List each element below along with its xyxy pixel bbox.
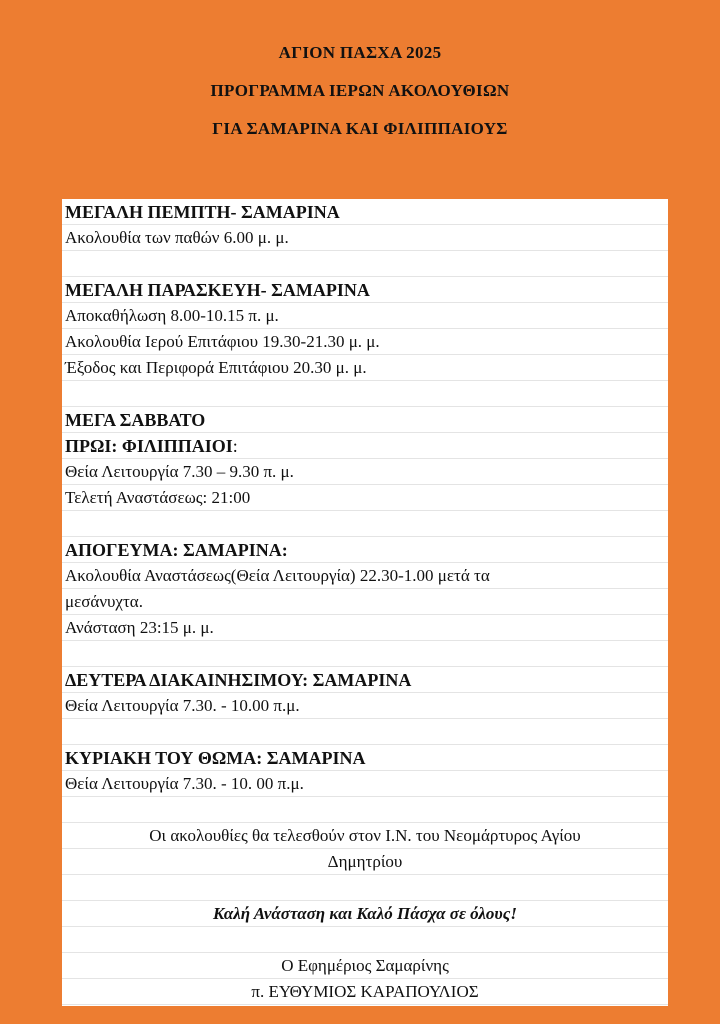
- spacer-row: [62, 927, 668, 953]
- spacer-row: [62, 511, 668, 537]
- morning-title: ΠΡΩΙ: ΦΙΛΙΠΠΑΙΟΙ: [65, 436, 233, 456]
- schedule-item: Ακολουθία Αναστάσεως(Θεία Λειτουργία) 22.30-1.00 μετά τα: [62, 563, 668, 589]
- subsection-title-morning: [62, 433, 668, 459]
- spacer-row: [62, 381, 668, 407]
- spacer-row: [62, 641, 668, 667]
- header-subtitle: ΠΡΟΓΡΑΜΜΑ ΙΕΡΩΝ ΑΚΟΛΟΥΘΙΩΝ: [210, 81, 510, 100]
- spacer-row: [62, 875, 668, 901]
- greeting: Καλή Ανάσταση και Καλό Πάσχα σε όλους!: [62, 901, 668, 927]
- section-title-friday: ΜΕΓΑΛΗ ΠΑΡΑΣΚΕΥΗ- ΣΑΜΑΡΙΝΑ: [62, 277, 668, 303]
- schedule-item: Θεία Λειτουργία 7.30. - 10.00 π.μ.: [62, 693, 668, 719]
- schedule-item: Ακολουθία Ιερού Επιτάφιου 19.30-21.30 μ. μ.: [62, 329, 668, 355]
- section-title-sunday: ΚΥΡΙΑΚΗ ΤΟΥ ΘΩΜΑ: ΣΑΜΑΡΙΝΑ: [62, 745, 668, 771]
- header: [0, 40, 720, 154]
- schedule-item: Θεία Λειτουργία 7.30 – 9.30 π. μ.: [62, 459, 668, 485]
- schedule-item: Έξοδος και Περιφορά Επιτάφιου 20.30 μ. μ.: [62, 355, 668, 381]
- schedule-item: Ανάσταση 23:15 μ. μ.: [62, 615, 668, 641]
- schedule-panel: [62, 199, 668, 1006]
- section-title-saturday: ΜΕΓΑ ΣΑΒΒΑΤΟ: [62, 407, 668, 433]
- section-title-thursday: ΜΕΓΑΛΗ ΠΕΜΠΤΗ- ΣΑΜΑΡΙΝΑ: [62, 199, 668, 225]
- header-subtitle-2: ΓΙΑ ΣΑΜΑΡΙΝΑ ΚΑΙ ΦΙΛΙΠΠΑΙΟΥΣ: [212, 119, 508, 138]
- header-title: ΑΓΙΟΝ ΠΑΣΧΑ 2025: [278, 43, 442, 62]
- note-line-continued: Δημητρίου: [62, 849, 668, 875]
- signature-name: π. ΕΥΘΥΜΙΟΣ ΚΑΡΑΠΟΥΛΙΟΣ: [62, 979, 668, 1005]
- spacer-row: [62, 251, 668, 277]
- morning-colon: :: [232, 436, 238, 456]
- schedule-item-continued: μεσάνυχτα.: [62, 589, 668, 615]
- subsection-title-evening: ΑΠΟΓΕΥΜΑ: ΣΑΜΑΡΙΝΑ:: [62, 537, 668, 563]
- schedule-item: Θεία Λειτουργία 7.30. - 10. 00 π.μ.: [62, 771, 668, 797]
- schedule-item: Τελετή Αναστάσεως: 21:00: [62, 485, 668, 511]
- note-line: Οι ακολουθίες θα τελεσθούν στον Ι.Ν. του Νεομάρτυρος Αγίου: [62, 823, 668, 849]
- schedule-item: Αποκαθήλωση 8.00-10.15 π. μ.: [62, 303, 668, 329]
- spacer-row: [62, 797, 668, 823]
- section-title-monday: ΔΕΥΤΕΡΑ ΔΙΑΚΑΙΝΗΣΙΜΟΥ: ΣΑΜΑΡΙΝΑ: [62, 667, 668, 693]
- signature-title: Ο Εφημέριος Σαμαρίνης: [62, 953, 668, 979]
- spacer-row: [62, 719, 668, 745]
- schedule-item: Ακολουθία των παθών 6.00 μ. μ.: [62, 225, 668, 251]
